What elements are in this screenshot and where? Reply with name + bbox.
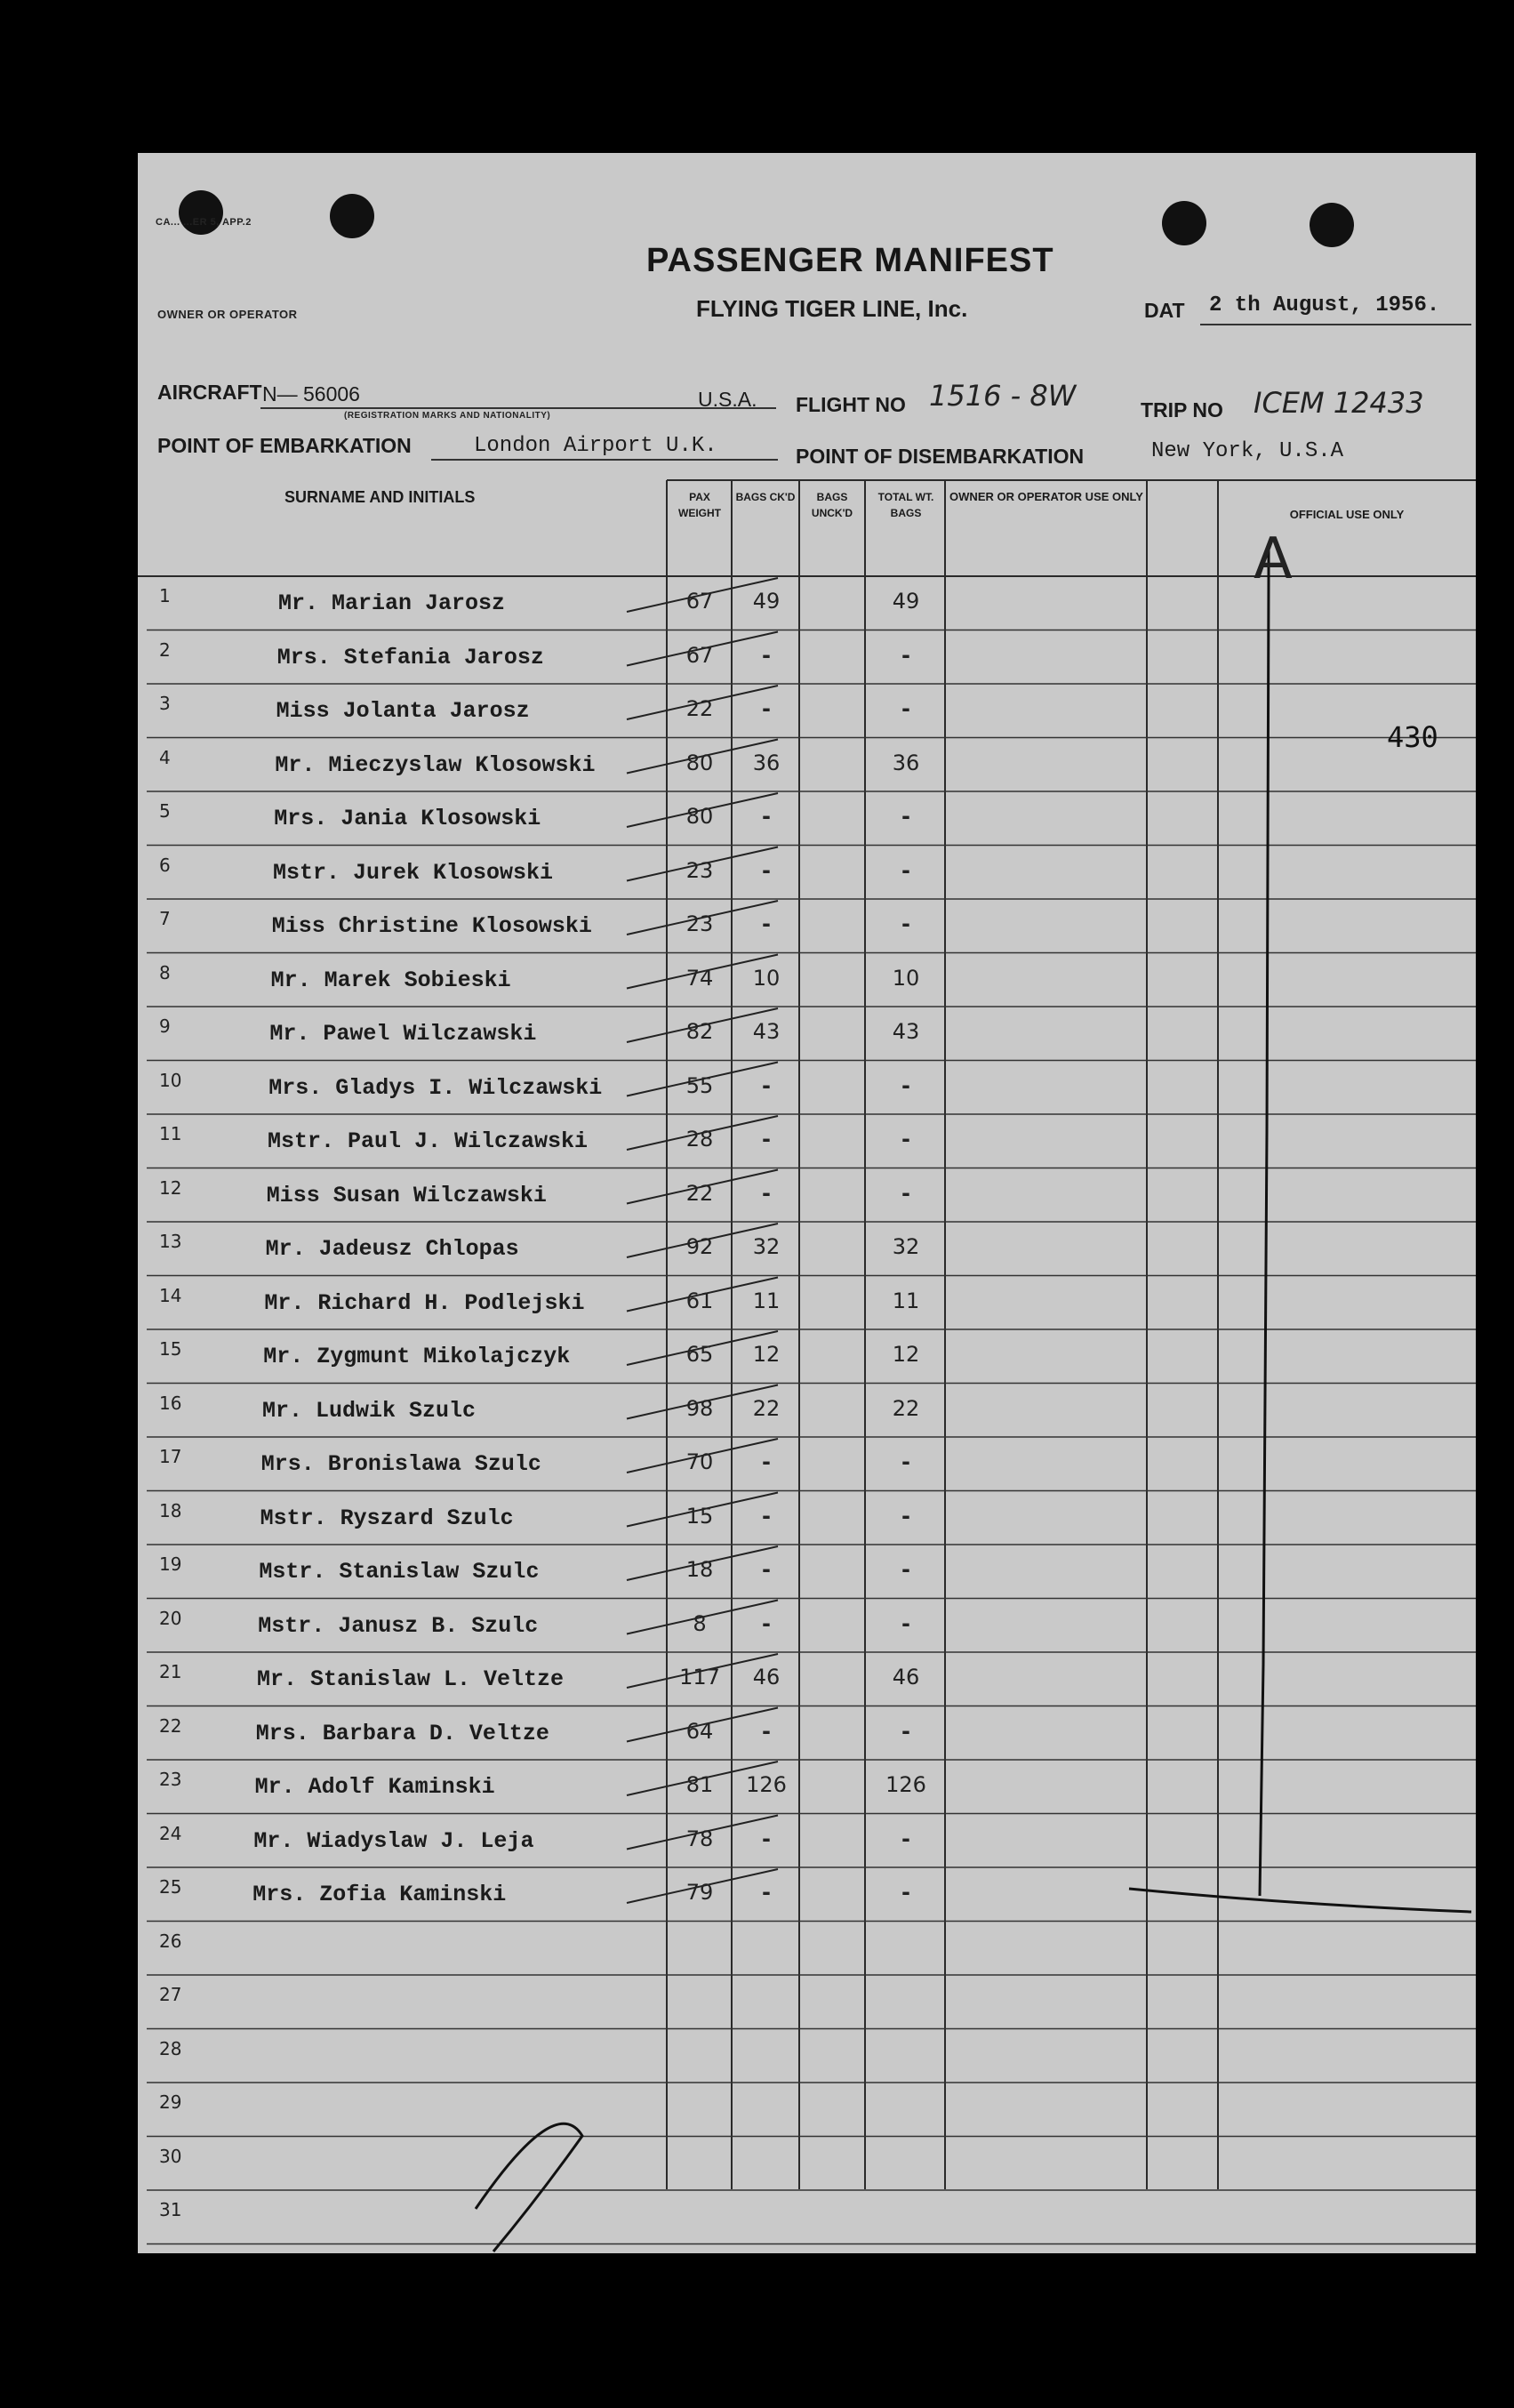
row-number: 7 [159,908,171,929]
cell-total: - [901,1503,910,1529]
row-number: 16 [159,1392,182,1414]
cell-ckd: 11 [752,1288,781,1313]
cell-total: 11 [892,1288,920,1313]
cell-total: - [901,1610,910,1636]
cell-total: - [901,1449,910,1474]
cell-total: 10 [892,965,920,991]
col-header-pax: PAX WEIGHT [678,491,721,519]
passenger-name: Mr. Marek Sobieski [270,967,511,993]
row-number: 13 [159,1231,182,1252]
passenger-name: Mstr. Ryszard Szulc [260,1505,514,1531]
annotation-a: A [1254,526,1293,592]
passenger-name: Mr. Marian Jarosz [278,590,506,616]
cell-ckd: - [762,1610,771,1636]
cell-pax: 28 [685,1127,714,1152]
cell-ckd: - [762,1449,771,1474]
embark-label: POINT OF EMBARKATION [157,434,412,457]
row-number: 4 [159,746,171,768]
row-number: 31 [159,2199,182,2220]
passenger-name: Mstr. Jurek Klosowski [273,859,554,886]
cell-ckd: - [762,642,771,668]
date-label: DAT [1144,299,1185,322]
cell-pax: 98 [685,1395,714,1421]
row-number: 11 [159,1123,182,1144]
col-header-owner: OWNER OR OPERATOR USE ONLY [949,490,1143,503]
cell-ckd: - [762,1718,771,1744]
form-code: CA... ...ER 5, APP.2 [156,217,252,228]
passenger-name: Mr. Adolf Kaminski [254,1774,495,1800]
row-number: 28 [159,2037,182,2059]
trip-value: ICEM 12433 [1254,386,1424,420]
cell-total: - [901,642,910,668]
aircraft-label: AIRCRAFT [157,381,262,404]
passenger-name: Mr. Jadeusz Chlopas [265,1236,519,1262]
trip-label: TRIP NO [1141,398,1223,421]
flight-label: FLIGHT NO [796,393,906,416]
row-number: 30 [159,2145,182,2167]
cell-ckd: - [762,804,771,829]
cell-pax: 18 [685,1557,714,1582]
cell-ckd: - [762,696,771,721]
cell-ckd: 43 [752,1019,781,1044]
row-number: 23 [159,1769,182,1790]
cell-total: 126 [885,1772,926,1797]
cell-total: - [901,857,910,883]
row-number: 12 [159,1176,182,1199]
cell-total: 32 [892,1234,920,1259]
cell-pax: 80 [685,804,714,829]
cell-ckd: - [762,1880,771,1905]
col-header-total: TOTAL WT. BAGS [877,491,934,519]
cell-pax: 79 [685,1880,714,1905]
passenger-name: Mrs. Bronislawa Szulc [260,1451,541,1477]
passenger-name: Mr. Zygmunt Mikolajczyk [263,1344,571,1369]
manifest-sheet [138,153,1476,2253]
row-number: 29 [159,2091,182,2113]
cell-ckd: 36 [752,750,781,775]
cell-ckd: - [762,1072,771,1098]
disembark-value: New York, U.S.A [1151,439,1344,463]
row-number: 9 [159,1015,171,1037]
passenger-name: Mrs. Barbara D. Veltze [255,1720,549,1746]
date-value: 2 th August, 1956. [1209,293,1440,317]
cell-total: - [901,1180,910,1206]
col-header-official: OFFICIAL USE ONLY [1289,508,1405,521]
page-title: PASSENGER MANIFEST [646,242,1054,279]
col-header-unckd: BAGS UNCK'D [811,491,853,519]
row-number: 10 [159,1069,182,1091]
cell-ckd: 12 [752,1342,781,1367]
cell-pax: 64 [685,1718,714,1744]
cell-total: - [901,1127,910,1152]
cell-total: - [901,1557,910,1582]
cell-ckd: - [762,1503,771,1529]
nationality-value: U.S.A. [698,388,757,411]
cell-pax: 80 [685,750,714,775]
cell-total: 46 [892,1665,920,1690]
cell-ckd: 49 [752,589,781,614]
passenger-name: Mr. Mieczyslaw Klosowski [275,751,596,778]
cell-pax: 78 [685,1826,714,1851]
row-number: 26 [159,1930,182,1952]
disembark-label: POINT OF DISEMBARKATION [796,445,1085,468]
cell-ckd: - [762,1180,771,1206]
cell-pax: 8 [693,1610,707,1636]
cell-pax: 22 [685,1180,714,1206]
cell-ckd: 46 [752,1665,781,1690]
passenger-name: Mr. Wiadyslaw J. Leja [253,1827,534,1854]
passenger-name: Mstr. Janusz B. Szulc [258,1612,539,1639]
cell-ckd: - [762,911,771,936]
cell-pax: 67 [685,642,714,668]
cell-ckd: 10 [752,965,781,991]
passenger-name: Mstr. Paul J. Wilczawski [268,1128,589,1154]
row-number: 18 [159,1499,182,1521]
operator-name: FLYING TIGER LINE, Inc. [696,295,968,322]
row-number: 1 [159,585,171,606]
row-number: 25 [159,1876,182,1898]
row-number: 2 [159,638,171,661]
cell-total: 22 [892,1395,920,1421]
passenger-name: Mrs. Gladys I. Wilczawski [268,1074,603,1101]
passenger-name: Mr. Pawel Wilczawski [269,1021,537,1047]
row-number: 20 [159,1607,182,1629]
cell-total: 36 [892,750,920,775]
cell-pax: 117 [679,1665,720,1690]
cell-pax: 74 [685,965,714,991]
cell-total: 49 [892,589,920,614]
row-number: 22 [159,1714,182,1737]
col-header-name: SURNAME AND INITIALS [284,488,476,506]
cell-total: 43 [892,1019,920,1044]
cell-pax: 65 [685,1342,714,1367]
aircraft-value: N— 56006 [262,382,360,405]
cell-ckd: - [762,1826,771,1851]
passenger-name: Mstr. Stanislaw Szulc [259,1559,540,1585]
cell-total: - [901,1826,910,1851]
annotation-430: 430 [1387,720,1438,754]
passenger-name: Mr. Ludwik Szulc [262,1397,477,1424]
cell-pax: 70 [685,1449,714,1474]
row-number: 3 [159,693,171,714]
col-header-ckd: BAGS CK'D [735,491,796,503]
row-number: 15 [159,1338,182,1360]
cell-total: - [901,1880,910,1905]
passenger-name: Mr. Richard H. Podlejski [264,1289,585,1316]
passenger-name: Miss Jolanta Jarosz [276,698,530,724]
cell-ckd: 32 [752,1234,781,1259]
row-number: 14 [159,1284,182,1306]
row-number: 17 [159,1446,182,1467]
embark-value: London Airport U.K. [474,434,717,458]
row-number: 5 [159,800,171,822]
registration-note: (REGISTRATION MARKS AND NATIONALITY) [344,411,551,421]
cell-ckd: 22 [752,1395,781,1421]
passenger-name: Miss Susan Wilczawski [266,1182,547,1208]
passenger-name: Mrs. Jania Klosowski [274,806,541,831]
cell-ckd: - [762,857,771,883]
cell-pax: 15 [685,1503,714,1529]
cell-pax: 55 [685,1072,714,1098]
cell-ckd: - [762,1127,771,1152]
flight-value: 1516 - 8W [929,379,1077,413]
passenger-name: Miss Christine Klosowski [271,913,592,939]
cell-pax: 92 [685,1234,714,1259]
cell-total: 12 [892,1342,920,1367]
cell-pax: 61 [685,1288,714,1313]
passenger-name: Mrs. Zofia Kaminski [252,1882,507,1907]
row-number: 6 [159,854,171,876]
row-number: 24 [159,1822,182,1844]
row-number: 27 [159,1984,182,2005]
row-number: 8 [159,961,171,983]
cell-pax: 67 [685,589,714,614]
passenger-name: Mrs. Stefania Jarosz [276,644,544,670]
cell-total: - [901,696,910,721]
passenger-name: Mr. Stanislaw L. Veltze [257,1666,565,1692]
cell-pax: 22 [685,696,714,721]
cell-ckd: - [762,1557,771,1582]
cell-total: - [901,804,910,829]
owner-label: OWNER OR OPERATOR [157,308,298,321]
cell-ckd: 126 [746,1772,787,1797]
cell-total: - [901,911,910,936]
row-number: 19 [159,1553,182,1575]
cell-pax: 23 [685,911,714,936]
row-number: 21 [159,1661,182,1682]
cell-pax: 82 [685,1019,714,1044]
cell-total: - [901,1072,910,1098]
cell-pax: 81 [685,1772,714,1797]
cell-total: - [901,1718,910,1744]
cell-pax: 23 [685,857,714,883]
